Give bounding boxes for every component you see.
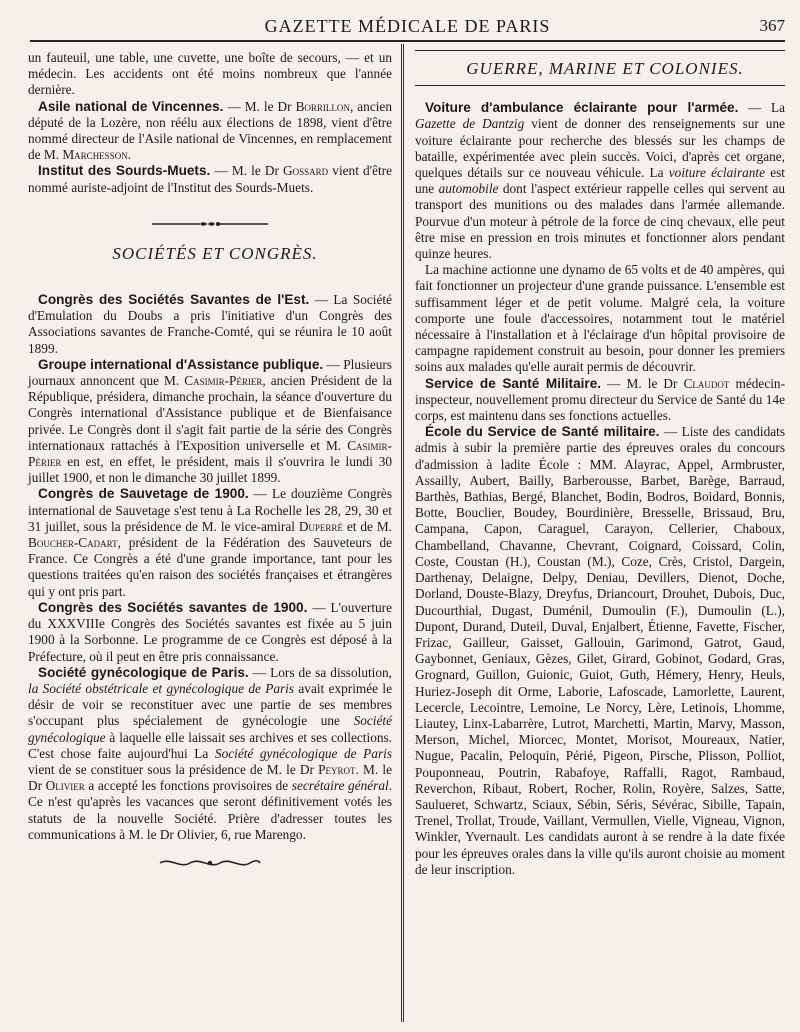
italic-text: Gazette de Dantzig <box>415 116 525 132</box>
article-ecole-sante <box>415 424 785 878</box>
person-name: Duperré <box>298 518 343 534</box>
article-text: — La <box>738 100 785 116</box>
article-text: et de M. <box>342 518 392 534</box>
intro-paragraph: un fauteuil, une table, une cuvette, une boîte de secours, — et un médecin. Les accidents ont été moins nombreux que l'année dernière. <box>28 50 392 98</box>
article-text: — M. le Dr <box>223 98 296 114</box>
person-name: Casimir-Périer <box>28 437 392 470</box>
article-heading: Congrès des Sociétés Savantes de l'Est. <box>38 292 310 308</box>
person-name: Gossard <box>283 163 329 179</box>
article-text: — La Société d'Emulation du Doubs a pris l'initiative d'un Congrès des Associations savantes de Franche-Comté, qui se réunira le 10 août 1899. <box>28 292 392 356</box>
article-ambulance <box>415 100 785 262</box>
section-title-guerre: GUERRE, MARINE ET COLONIES. <box>466 59 744 78</box>
article-congres-est <box>28 292 392 357</box>
article-text: vient de donner des renseignements sur une voiture éclairante pour recherche des blessés sur les champs de bataille, expérimentée avec plein succès. Voici, d'après cet organe, quelques détails sur ce nouveau véhicule. La <box>415 116 785 181</box>
person-name: Borrillon <box>295 98 350 114</box>
person-name: Peyrot <box>318 761 356 777</box>
italic-text: automobile <box>438 181 499 197</box>
article-text: . M. le Dr <box>28 761 392 794</box>
article-text: vient de se constituer sous la présidence de M. le Dr <box>28 761 319 777</box>
italic-text: voiture éclairante <box>668 165 766 181</box>
journal-title: GAZETTE MÉDICALE DE PARIS <box>264 16 551 36</box>
right-column <box>415 50 785 878</box>
article-text: , président de la Fédération des Sauveteurs de France. Ce Congrès a été d'une grande importance, tant pour les questions traitées qu'en raison des sociétés françaises et étrangères qui y ont pris part. <box>28 535 392 599</box>
page-header <box>30 14 785 42</box>
article-text: . <box>127 147 132 163</box>
article-vincennes <box>28 99 392 164</box>
article-heading: Groupe international d'Assistance publique. <box>38 356 324 372</box>
article-text: — M. le Dr <box>601 375 684 391</box>
article-heading: École du Service de Santé militaire. <box>425 424 660 440</box>
article-text: à laquelle elle laissait ses archives et ses collections. C'est chose faite aujourd'hui La <box>28 729 392 761</box>
article-text: — Plusieurs journaux annoncent que M. <box>28 356 392 389</box>
ornament-footer <box>28 857 392 871</box>
article-text: . Ce n'est qu'après les vacances que seront définitivement votés les statuts de la nouvelle Société. Prière d'adresser toutes les communications à M. le Dr Olivier, 6, rue Marengo. <box>28 778 393 842</box>
article-societe-gynecologique <box>28 665 392 843</box>
article-heading: Service de Santé Militaire. <box>425 375 602 391</box>
article-text: en est, en effet, le président, mais il s'ouvrira le lundi 30 juillet 1900, et non le dimanche 30 juillet 1899. <box>28 454 392 486</box>
article-text: — M. le Dr <box>210 163 284 179</box>
article-societes-savantes <box>28 600 392 665</box>
article-text: dont l'aspect extérieur rappelle celles qui servent au transport des munitions ou des malades dans l'armée allemande. Pourvue d'un moteur à pétrole de la force de cinq chevaux, elle peut être mise en pression en trois minutes et fonctionner alors pendant quinze heures. <box>415 181 785 262</box>
article-sauvetage <box>28 486 392 599</box>
article-text: — Lors de sa dissolution, <box>248 664 392 680</box>
section-title-societes: SOCIÉTÉS ET CONGRÈS. <box>112 243 318 263</box>
article-heading: Voiture d'ambulance éclairante pour l'armée. <box>425 100 739 116</box>
article-text: — Le douzième Congrès international de Sauvetage s'est tenu à La Rochelle les 28, 29, 30 et 31 juillet, sous la présidence de M. le vice-amiral <box>28 486 392 534</box>
person-name: Casimir-Périer <box>184 373 263 389</box>
article-text: , ancien Président de la République, présidera, dimanche prochain, la séance d'ouverture du Congrès international d'Assistance publique et de Bienfaisance privée. Le Congrès dont il s'agit fait partie de la série des Congrès internationaux rattachés à l'Exposition universelle et M. <box>28 373 392 453</box>
italic-text: la Société obstétricale et gynécologique de Paris <box>28 680 295 696</box>
left-column <box>28 50 392 871</box>
article-text: — L'ouverture du XXXVIIIe Congrès des Sociétés savantes est fixée au 5 juin 1900 à la Sorbonne. Le programme de ce Congrès est déposé à la Préfecture, où il peut en être pris connaissance. <box>28 599 393 664</box>
person-name: Boucher-Cadart <box>28 535 118 551</box>
article-heading: Asile national de Vincennes. <box>38 98 224 114</box>
page-number: 367 <box>759 16 785 35</box>
ambulance-paragraph-2: La machine actionne une dynamo de 65 volts et de 40 ampères, qui fait fonctionner un projecteur d'une grande puissance. L'ensemble est suffisamment léger et de petit volume. Malgré cela, la voiture comporte une foule d'accessoires, notamment tout le matériel nécessaire à l'installation et à l'éclairage d'un hôpital provisoire de campagne rapidement construit au besoin, pour donner les premiers soins aux malades qu'elle aurait permis de découvrir. <box>415 262 785 375</box>
article-heading: Congrès de Sauvetage de 1900. <box>38 486 249 502</box>
column-divider <box>401 44 404 1022</box>
article-sante-militaire <box>415 376 785 425</box>
person-name: Marchesson <box>62 147 128 163</box>
article-text: a accepté les fonctions provisoires de <box>84 778 292 794</box>
article-text: médecin-inspecteur, nouvellement promu directeur du Service de Santé du 14e corps, est maintenu dans ses fonctions actuelles. <box>415 375 785 424</box>
ornament-divider <box>28 218 392 232</box>
italic-text: Société gynécologique <box>28 713 392 745</box>
article-text: , ancien député de la Lozère, non réélu aux élections de 1898, vient d'être nommé directeur de l'Asile national de Vincennes, en remplacement de M. <box>28 98 392 163</box>
article-text: est une <box>415 165 785 197</box>
article-text: — Liste des candidats admis à subir la première partie des épreuves orales du concours d'admission à ladite École : MM. Alayrac, Appel, Armbruster, Assailly, Aubert, Bailly, Barberousse, Barbet, Barège, Barraud, Barthès, Bathias, Bergé, Blanchet, Bodin, Bodros, Boidard, Bonnis, Botte, Bouclier, Boudey, Bourdinière, Bresselle, Brissaud, Bru, Campana, Capon, Caraguel, Carayon, Cellerier, Chaboux, Chambelland, Chavanne, Chevrant, Coignard, Coissard, Colin, Coste, Coustan (H.), Coustan (M.), Coze, Crès, Cristol, Dargein, Darthenay, Delaigne, Delpy, Deniau, Devillers, Dienot, Doche, Dorland, Douste-Blazy, Dreyfus, Driancourt, Drouhet, Dubois, Duc, Ducourthial, Dugast, Duménil, Dumoulin (F.), Dumoulin (L.), Dupont, Durand, Duteil, Duval, Enjalbert, Étienne, Favette, Fischer, Frizac, Gailleur, Gaisset, Gallouin, Garimond, Gatrot, Gaud, Gaybonnet, Geniaux, Gèzes, Gilet, Girard, Gobinot, Godard, Gras, Grognard, Guillon, Guionic, Guiot, Guth, Hémery, Henry, Heuls, Huriez-Joseph dit Orme, Laborie, Lafoscade, Lamorlette, Laurent, Lecercle, Lecointre, Lemoine, Le Norcy, Lère, Letinois, Lhomme, Liautey, Linx-Labarrère, Lutrot, Marchetti, Martin, Marvy, Masson, Merson, Michel, Miorcec, Montet, Morisot, Moureaux, Natier, Nugue, Pacalin, Peloquin, Périé, Pigeon, Pirsche, Plisson, Polliot, Pouponneau, Poutrin, Rabafoye, Raffalli, Ragot, Rambaud, Reverchon, Ribaut, Robert, Rocher, Rolin, Royère, Salzes, Satte, Saulueret, Schwartz, Sciaux, Sébin, Séris, Sévérac, Sibille, Tapain, Trenel, Trollat, Troude, Vaillant, Vermullen, Vielle, Vigneau, Vignon, Winkler, Yvernault. Les candidats auront à se rendre à la date fixée pour les épreuves orales dans la ville qu'ils auront choisie au moment de leur inscription. <box>415 424 785 877</box>
person-name: Olivier <box>45 778 85 794</box>
article-text: vient d'être nommé auriste-adjoint de l'Institut des Sourds-Muets. <box>28 163 392 195</box>
article-heading: Congrès des Sociétés savantes de 1900. <box>38 599 308 615</box>
article-assistance-publique <box>28 357 392 487</box>
section-box-guerre <box>415 50 785 86</box>
article-sourds-muets <box>28 163 392 195</box>
article-text: avait exprimée le désir de voir se reconstituer avec une partie de ses membres s'occupant plus spécialement de gynécologie une <box>28 680 392 729</box>
italic-text: Société gynécologique de Paris <box>214 745 392 761</box>
article-heading: Institut des Sourds-Muets. <box>38 163 211 179</box>
italic-text: secrétaire général <box>291 778 389 794</box>
person-name: Claudot <box>683 375 730 391</box>
article-heading: Société gynécologique de Paris. <box>38 664 249 680</box>
